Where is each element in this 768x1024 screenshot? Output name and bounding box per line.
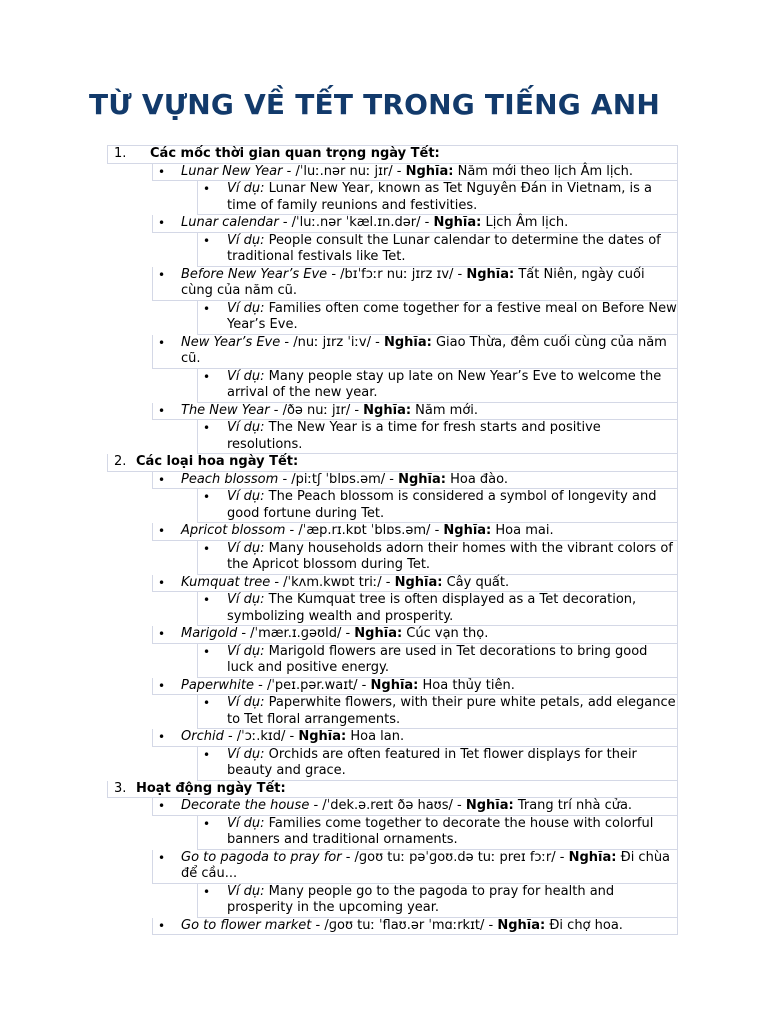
vocab-ipa: - /ˈdek.ə.reɪt ðə haʊs/ - bbox=[309, 798, 466, 813]
example-label: Ví dụ: bbox=[227, 232, 265, 248]
vocab-example bbox=[197, 816, 678, 850]
vocab-term: Orchid bbox=[181, 729, 224, 744]
section-heading bbox=[107, 454, 678, 472]
vocab-term: Apricot blossom bbox=[181, 523, 286, 538]
vocab-item bbox=[152, 472, 678, 490]
example-label: Ví dụ: bbox=[227, 815, 265, 831]
vocab-term: The New Year bbox=[181, 402, 270, 418]
vocab-example bbox=[197, 301, 678, 335]
vocab-ipa: - /ˈpeɪ.pər.waɪt/ - bbox=[253, 677, 371, 693]
bullet-icon: • bbox=[203, 301, 211, 316]
vocab-item bbox=[152, 403, 678, 421]
bullet-icon: • bbox=[158, 678, 166, 693]
vocab-term: Kumquat tree bbox=[181, 574, 271, 590]
meaning-label: Nghĩa: bbox=[398, 471, 446, 487]
meaning-label: Nghĩa: bbox=[497, 917, 546, 933]
section-number: 3. bbox=[114, 780, 127, 796]
bullet-icon: • bbox=[158, 730, 166, 744]
vocab-term: Go to flower market bbox=[181, 917, 312, 933]
example-text: Paperwhite flowers, with their pure white petals, add elegance to Tet floral arrangements. bbox=[227, 695, 676, 727]
section-title: Các loại hoa ngày Tết: bbox=[136, 454, 299, 469]
example-text: Many households adorn their homes with the vibrant colors of the Apricot blossom during Tet. bbox=[227, 540, 673, 572]
meaning-label: Nghĩa: bbox=[466, 266, 515, 282]
vocab-example bbox=[197, 489, 678, 523]
vocab-term: Before New Year’s Eve bbox=[181, 266, 328, 282]
vocab-meaning: Cây quất. bbox=[442, 574, 510, 590]
bullet-icon: • bbox=[203, 593, 211, 607]
vocab-ipa: - /ˈæp.rɪ.kɒt ˈblɒs.əm/ - bbox=[285, 523, 444, 538]
vocab-meaning: Năm mới theo lịch Âm lịch. bbox=[453, 163, 634, 179]
bullet-icon: • bbox=[203, 696, 211, 710]
vocab-meaning: Hoa mai. bbox=[491, 523, 554, 538]
section-number: 1. bbox=[114, 146, 127, 161]
vocab-term: Decorate the house bbox=[181, 798, 310, 813]
vocab-term: Paperwhite bbox=[181, 677, 254, 693]
vocab-meaning: Lịch Âm lịch. bbox=[481, 215, 569, 230]
vocab-item bbox=[152, 164, 678, 182]
bullet-icon: • bbox=[203, 644, 211, 659]
bullet-icon: • bbox=[203, 369, 211, 384]
example-text: Marigold flowers are used in Tet decorations to bring good luck and positive energy. bbox=[227, 643, 648, 675]
vocab-ipa: - /ɡoʊ tuː pəˈɡoʊ.də tuː preɪ fɔːr/ - bbox=[341, 849, 569, 865]
vocab-ipa: - /ˈmær.ɪ.ɡəʊld/ - bbox=[237, 626, 355, 641]
bullet-icon: • bbox=[158, 799, 166, 813]
page-title: TỪ VỰNG VỀ TẾT TRONG TIẾNG ANH bbox=[89, 88, 661, 121]
section-title: Hoạt động ngày Tết: bbox=[136, 780, 286, 796]
example-text: People consult the Lunar calendar to determine the dates of traditional festivals like Tet. bbox=[227, 232, 661, 264]
vocab-ipa: - /ˈluː.nər ˈkæl.ɪn.dər/ - bbox=[278, 215, 434, 230]
bullet-icon: • bbox=[158, 575, 166, 590]
meaning-label: Nghĩa: bbox=[394, 574, 443, 590]
bullet-icon: • bbox=[203, 421, 211, 435]
bullet-icon: • bbox=[158, 267, 166, 282]
example-label: Ví dụ: bbox=[227, 181, 265, 196]
vocab-example bbox=[197, 420, 678, 454]
vocab-meaning: Năm mới. bbox=[411, 402, 479, 418]
section-heading bbox=[107, 781, 678, 799]
vocab-ipa: - /ˈɔː.kɪd/ - bbox=[223, 729, 299, 744]
bullet-icon: • bbox=[158, 216, 166, 230]
vocab-item bbox=[152, 575, 678, 593]
vocab-ipa: - /ɡoʊ tuː ˈflaʊ.ər ˈmɑːrkɪt/ - bbox=[311, 917, 498, 933]
example-label: Ví dụ: bbox=[227, 489, 265, 504]
bullet-icon: • bbox=[158, 164, 166, 179]
vocab-example bbox=[197, 592, 678, 626]
example-label: Ví dụ: bbox=[227, 540, 265, 556]
vocab-ipa: - /ðə nuː jɪr/ - bbox=[269, 402, 364, 418]
vocab-example bbox=[197, 369, 678, 403]
section-title: Các mốc thời gian quan trọng ngày Tết: bbox=[150, 146, 440, 161]
example-label: Ví dụ: bbox=[227, 695, 265, 710]
example-text: Families come together to decorate the house with colorful banners and traditional ornaments. bbox=[227, 815, 654, 847]
vocab-term: Peach blossom bbox=[181, 471, 279, 487]
vocab-example bbox=[197, 644, 678, 678]
vocab-term: Go to pagoda to pray for bbox=[181, 849, 342, 865]
bullet-icon: • bbox=[203, 816, 211, 831]
meaning-label: Nghĩa: bbox=[465, 798, 514, 813]
vocab-item bbox=[152, 729, 678, 747]
bullet-icon: • bbox=[158, 335, 166, 350]
meaning-label: Nghĩa: bbox=[298, 729, 347, 744]
vocab-ipa: - /ˈkʌm.kwɒt triː/ - bbox=[270, 574, 395, 590]
bullet-icon: • bbox=[203, 541, 211, 556]
meaning-label: Nghĩa: bbox=[370, 677, 419, 693]
vocab-meaning: Cúc vạn thọ. bbox=[402, 626, 489, 641]
example-text: Lunar New Year, known as Tet Nguyên Đán in Vietnam, is a time of family reunions and festivities. bbox=[227, 181, 653, 213]
example-label: Ví dụ: bbox=[227, 883, 265, 899]
example-text: The Kumquat tree is often displayed as a Tet decoration, symbolizing wealth and prosperity. bbox=[227, 592, 637, 624]
vocab-item bbox=[152, 798, 678, 816]
vocab-ipa: - /nuː jɪrz ˈiːv/ - bbox=[280, 334, 384, 350]
vocab-ipa: - /bɪˈfɔːr nuː jɪrz ɪv/ - bbox=[327, 266, 467, 282]
vocab-term: New Year’s Eve bbox=[181, 334, 281, 350]
vocab-ipa: - /ˈluː.nər nuː jɪr/ - bbox=[282, 163, 406, 179]
example-label: Ví dụ: bbox=[227, 300, 265, 316]
bullet-icon: • bbox=[158, 524, 166, 538]
vocab-term: Lunar calendar bbox=[181, 215, 279, 230]
example-label: Ví dụ: bbox=[227, 643, 265, 659]
bullet-icon: • bbox=[203, 490, 211, 504]
vocab-meaning: Hoa đào. bbox=[445, 471, 509, 487]
vocab-meaning: Hoa lan. bbox=[346, 729, 405, 744]
meaning-label: Nghĩa: bbox=[405, 163, 454, 179]
meaning-label: Nghĩa: bbox=[354, 626, 403, 641]
bullet-icon: • bbox=[158, 918, 166, 933]
vocab-ipa: - /piːtʃ ˈblɒs.əm/ - bbox=[278, 471, 399, 487]
vocab-example bbox=[197, 884, 678, 918]
example-text: Many people go to the pagoda to pray for health and prosperity in the upcoming year. bbox=[227, 883, 615, 915]
example-label: Ví dụ: bbox=[227, 368, 265, 384]
vocab-item bbox=[152, 335, 678, 369]
vocab-term: Lunar New Year bbox=[181, 163, 283, 179]
vocab-item bbox=[152, 850, 678, 884]
vocab-example bbox=[197, 181, 678, 215]
vocab-example bbox=[197, 747, 678, 781]
bullet-icon: • bbox=[158, 850, 166, 865]
example-text: Families often come together for a festive meal on Before New Year’s Eve. bbox=[227, 300, 677, 332]
meaning-label: Nghĩa: bbox=[433, 215, 482, 230]
vocab-item bbox=[152, 678, 678, 696]
vocab-meaning: Tất Niên, ngày cuối cùng của năm cũ. bbox=[181, 266, 645, 298]
vocab-term: Marigold bbox=[181, 626, 238, 641]
meaning-label: Nghĩa: bbox=[363, 402, 412, 418]
example-text: Orchids are often featured in Tet flower displays for their beauty and grace. bbox=[227, 746, 637, 778]
vocab-meaning: Hoa thủy tiên. bbox=[418, 677, 515, 693]
meaning-label: Nghĩa: bbox=[443, 523, 492, 538]
example-text: Many people stay up late on New Year’s Eve to welcome the arrival of the new year. bbox=[227, 368, 662, 400]
vocab-item bbox=[152, 626, 678, 644]
bullet-icon: • bbox=[158, 403, 166, 418]
bullet-icon: • bbox=[203, 884, 211, 899]
vocab-item bbox=[152, 523, 678, 541]
meaning-label: Nghĩa: bbox=[383, 334, 432, 350]
vocabulary-list bbox=[0, 145, 768, 935]
section-heading bbox=[107, 145, 678, 164]
vocab-meaning: Đi chùa để cầu... bbox=[181, 849, 671, 881]
example-label: Ví dụ: bbox=[227, 592, 265, 607]
vocab-meaning: Giao Thừa, đêm cuối cùng của năm cũ. bbox=[181, 334, 667, 366]
vocab-example bbox=[197, 541, 678, 575]
example-label: Ví dụ: bbox=[227, 746, 265, 762]
vocab-item bbox=[152, 215, 678, 233]
bullet-icon: • bbox=[203, 233, 211, 248]
bullet-icon: • bbox=[203, 182, 211, 196]
bullet-icon: • bbox=[158, 627, 166, 641]
vocab-item bbox=[152, 267, 678, 301]
example-text: The New Year is a time for fresh starts and positive resolutions. bbox=[227, 420, 601, 452]
meaning-label: Nghĩa: bbox=[568, 849, 617, 865]
vocab-example bbox=[197, 233, 678, 267]
vocab-item bbox=[152, 918, 678, 936]
vocab-meaning: Đi chợ hoa. bbox=[545, 917, 623, 933]
section-number: 2. bbox=[114, 454, 127, 469]
example-label: Ví dụ: bbox=[227, 420, 265, 435]
bullet-icon: • bbox=[203, 747, 211, 762]
vocab-example bbox=[197, 695, 678, 729]
bullet-icon: • bbox=[158, 472, 166, 487]
example-text: The Peach blossom is considered a symbol of longevity and good fortune during Tet. bbox=[227, 489, 657, 521]
vocab-meaning: Trang trí nhà cửa. bbox=[513, 798, 633, 813]
